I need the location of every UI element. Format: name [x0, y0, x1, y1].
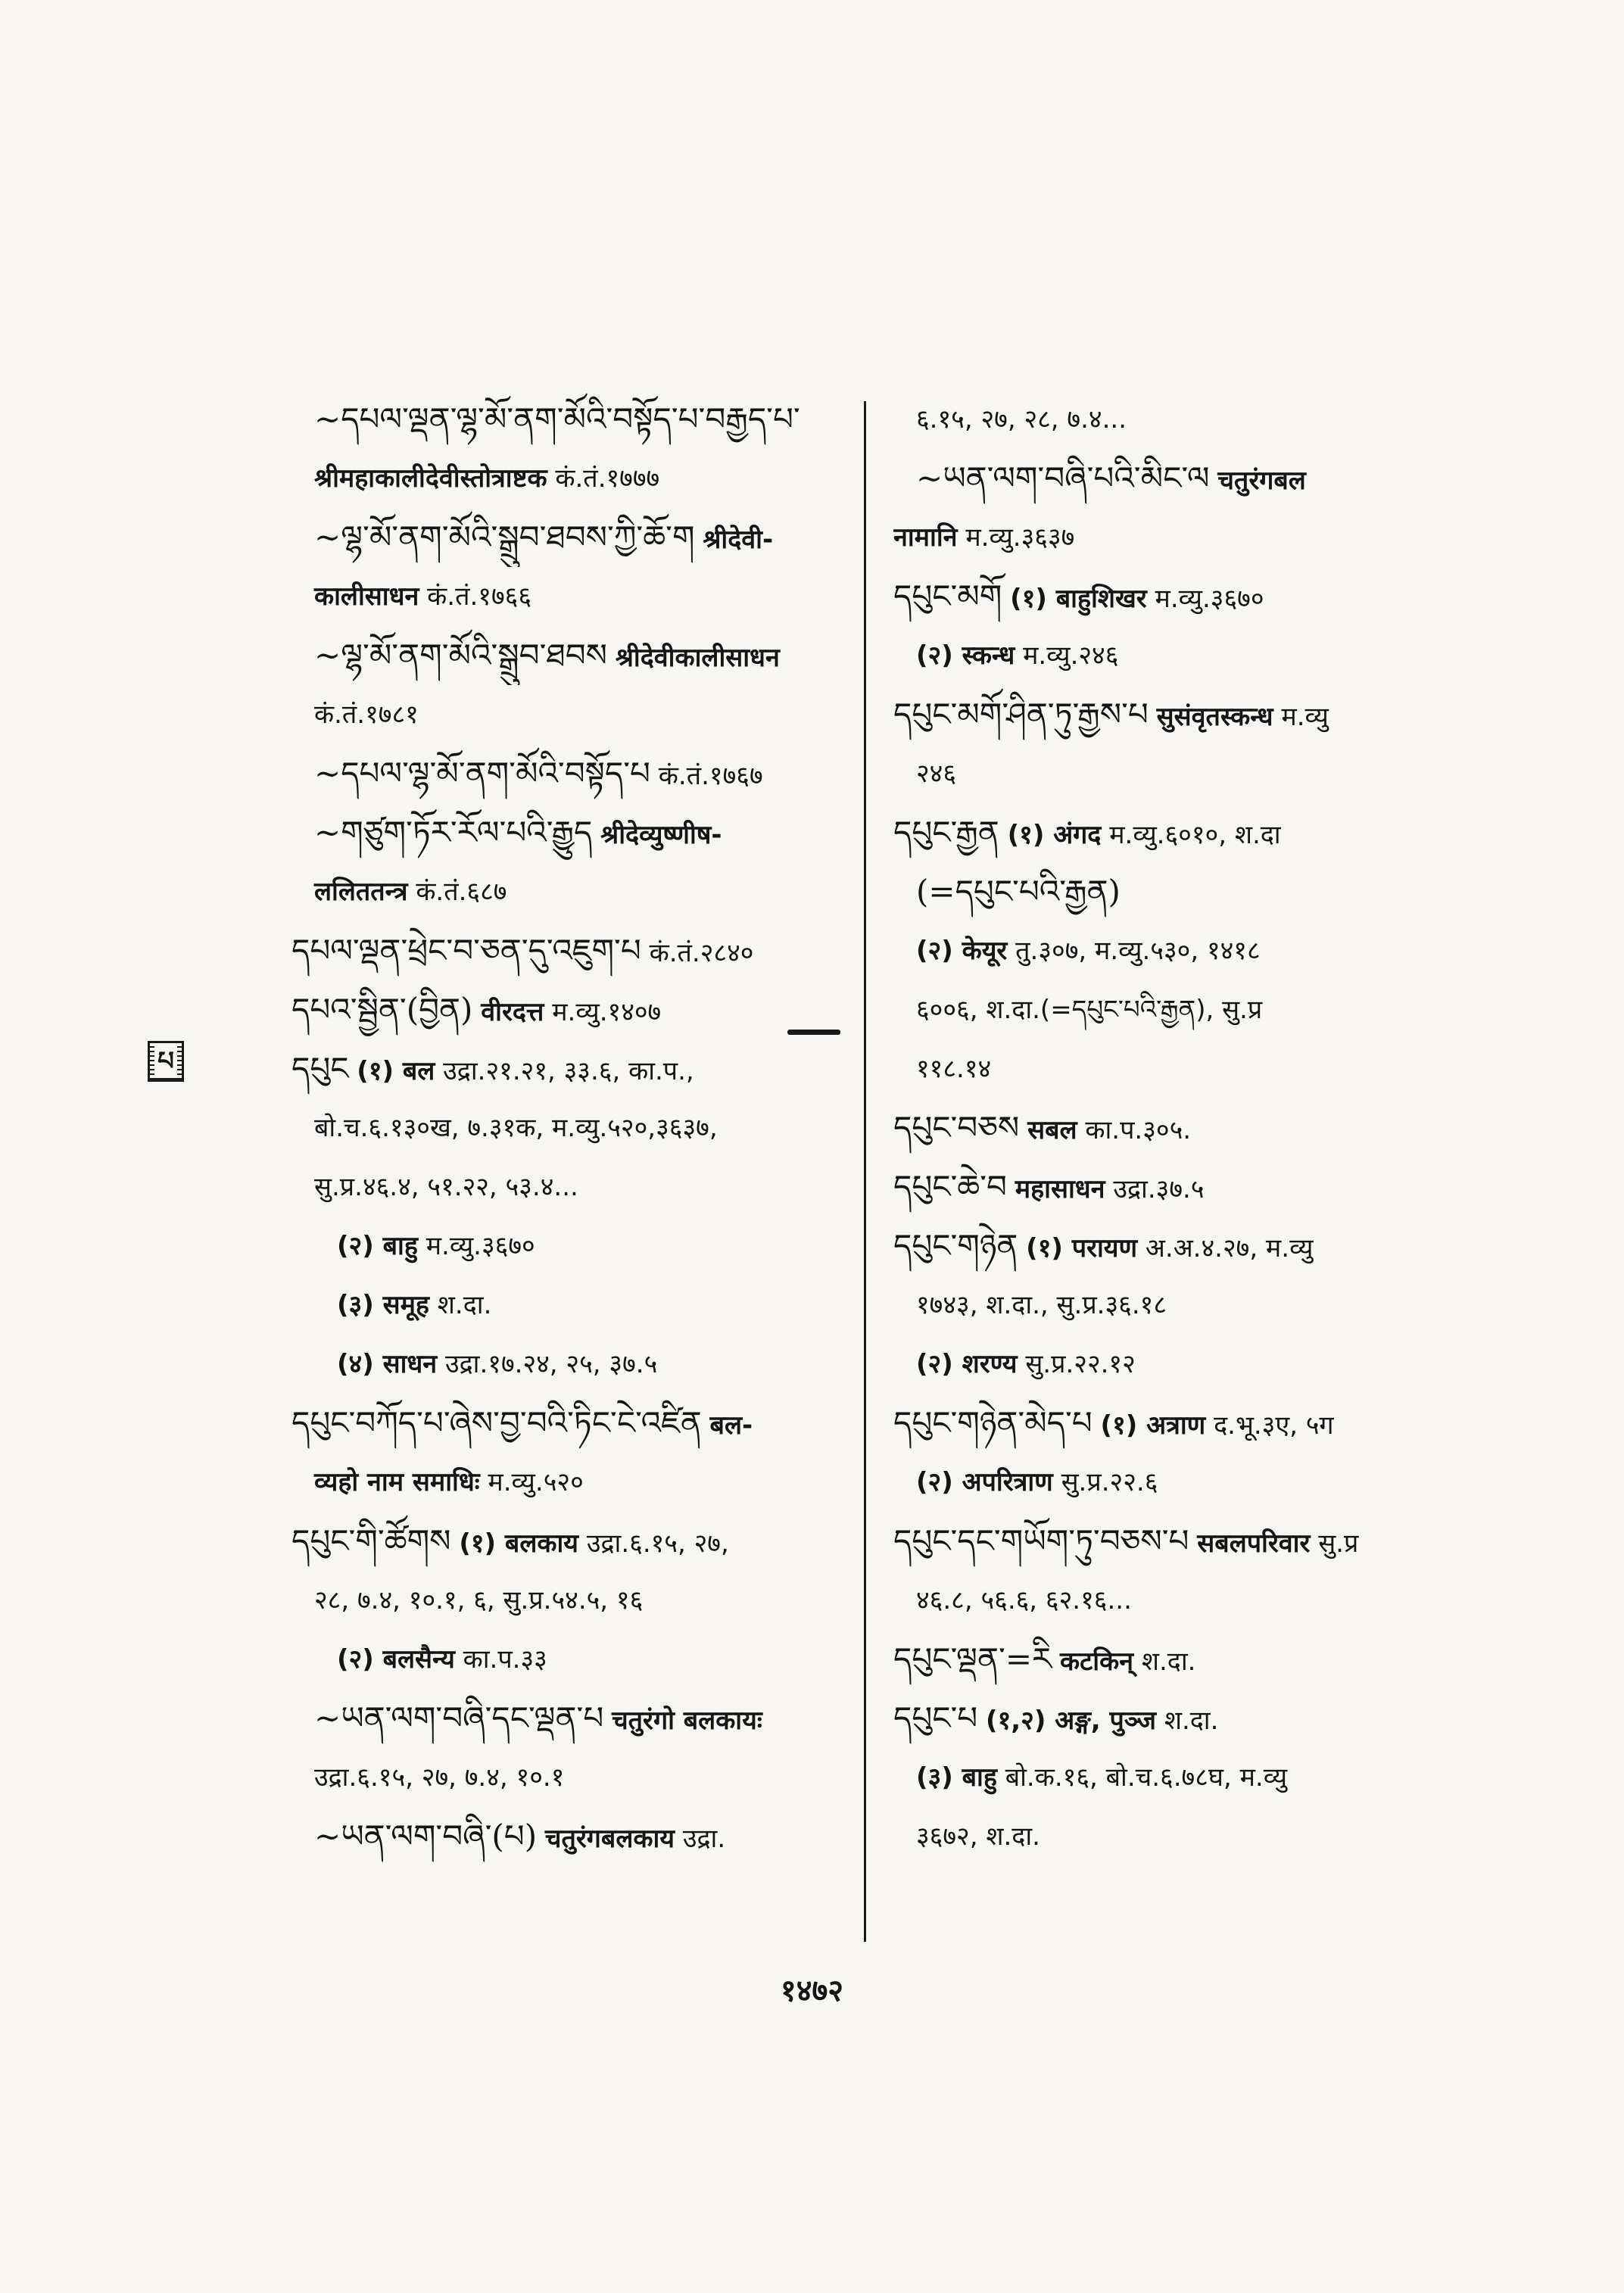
- sanskrit-equivalent: चतुरंगबलकाय: [544, 1824, 675, 1854]
- sanskrit-equivalent: (४) साधन: [337, 1349, 438, 1379]
- source-reference: ३६७२, श.दा.: [916, 1821, 1040, 1852]
- source-reference: उद्रा.१७.२४, २५, ३७.५: [444, 1349, 658, 1379]
- thumb-index-tab: [148, 1041, 184, 1082]
- tibetan-headword: དཔུང་བཅས: [893, 1109, 1020, 1146]
- sanskrit-equivalent: (३) समूह: [337, 1290, 429, 1320]
- source-reference: का.प.३३: [463, 1644, 547, 1675]
- source-reference: ११८.१४: [916, 1054, 992, 1084]
- entry-line: [893, 449, 1484, 508]
- source-reference: १७४३, श.दा., सु.प्र.३६.१८: [916, 1290, 1167, 1320]
- entry-line: [291, 1630, 848, 1689]
- sanskrit-equivalent: (१,२) अङ्ग, पुञ्ज: [986, 1706, 1157, 1736]
- entry-line: [291, 1335, 848, 1394]
- tibetan-headword: ~གཙུག་ཏོར་རོལ་པའི་རྒྱུད: [314, 814, 593, 851]
- source-reference: ६००६, श.दा.(=དཔུང་པའི་རྒྱན), सु.प्र: [916, 995, 1263, 1025]
- source-reference: म.व्यु.६०१०, श.दा: [1109, 820, 1281, 850]
- entry-line: [291, 1157, 848, 1217]
- tibetan-headword: དཔུང་གི་ཚོགས: [291, 1522, 451, 1559]
- tibetan-headword: དཔུང་པ: [893, 1699, 978, 1737]
- entry-line: [893, 1217, 1484, 1276]
- source-reference: २४६: [916, 759, 957, 789]
- entry-line: [893, 1748, 1484, 1807]
- tibetan-headword: ~ཡན་ལག་བཞི་(པ): [314, 1818, 538, 1855]
- source-reference: सु.प्र.४६.४, ५१.२२, ५३.४...: [314, 1172, 578, 1202]
- tibetan-headword: དཔུང་རྒྱན: [893, 814, 999, 851]
- source-reference: उद्रा.३७.५: [1113, 1174, 1205, 1204]
- entry-line: [291, 1689, 848, 1748]
- sanskrit-equivalent: (२) अपरित्राण: [916, 1467, 1053, 1497]
- entry-line: [291, 1276, 848, 1335]
- entry-line: [893, 1276, 1484, 1335]
- source-reference: अ.अ.४.२७, म.व्यु: [1145, 1233, 1314, 1263]
- entry-line: [291, 508, 848, 567]
- entry-line: [893, 1335, 1484, 1394]
- entry-line: [893, 1394, 1484, 1453]
- entry-line: [291, 1217, 848, 1276]
- sanskrit-equivalent: (२) केयूर: [916, 936, 1008, 966]
- entry-line: [893, 862, 1484, 921]
- tibetan-headword: དཔའ་སྦྱིན་(བྱིན): [291, 991, 473, 1028]
- source-reference: म.व्यु.३६७०: [1155, 584, 1264, 614]
- sanskrit-equivalent: श्रीदेवीकालीसाधन: [615, 643, 780, 673]
- entry-line: [291, 567, 848, 626]
- source-reference: का.प.३०५.: [1085, 1115, 1192, 1145]
- sanskrit-equivalent: (१) परायण: [1026, 1233, 1138, 1263]
- sanskrit-equivalent: कटकिन्: [1060, 1647, 1134, 1677]
- entry-line: [893, 980, 1484, 1039]
- sanskrit-equivalent: चतुरंगो बलकायः: [612, 1706, 762, 1736]
- right-column: [893, 390, 1484, 1866]
- source-reference: श.दा.: [1141, 1647, 1196, 1677]
- entry-line: [893, 1453, 1484, 1512]
- entry-line: [893, 685, 1484, 744]
- source-reference: म.व्यु.२४६: [1023, 640, 1119, 671]
- entry-line: [291, 1453, 848, 1512]
- tibetan-headword: དཔུང་མགོ: [893, 578, 1002, 615]
- source-reference: सु.प्र.२२.१२: [1025, 1349, 1136, 1379]
- entry-line: [893, 1571, 1484, 1630]
- source-reference: श.दा.: [1164, 1706, 1219, 1736]
- entry-line: [291, 1039, 848, 1098]
- sanskrit-equivalent: (३) बाहु: [916, 1762, 997, 1793]
- sanskrit-equivalent: बल-: [709, 1410, 753, 1441]
- sanskrit-equivalent: चतुरंगबल: [1217, 466, 1306, 496]
- source-reference: ६.१५, २७, २८, ७.४...: [916, 404, 1127, 435]
- tibetan-headword: དཔུང་དང་གཡོག་ཏུ་བཅས་པ: [893, 1522, 1189, 1559]
- tibetan-headword: དཔུང་བཀོད་པ་ཞེས་བྱ་བའི་ཏིང་ངེ་འཛིན: [291, 1404, 702, 1441]
- source-reference: म.व्यु: [1281, 702, 1329, 732]
- sanskrit-equivalent: (१) बलकाय: [459, 1528, 579, 1559]
- entry-line: [893, 1098, 1484, 1157]
- tibetan-headword: ~ཡན་ལག་བཞི་དང་ལྡན་པ: [314, 1699, 604, 1737]
- entry-line: [893, 1157, 1484, 1217]
- sanskrit-equivalent: (२) स्कन्ध: [916, 640, 1015, 671]
- tibetan-headword: ~དཔལ་ལྡན་ལྷ་མོ་ནག་མོའི་བསྟོད་པ་བརྒྱད་པ་: [314, 400, 800, 438]
- source-reference: उद्रा.: [682, 1824, 726, 1854]
- entry-line: [893, 390, 1484, 449]
- tibetan-headword: དཔུང་གཉེན་མེད་པ: [893, 1404, 1093, 1441]
- entry-line: [893, 1689, 1484, 1748]
- sanskrit-equivalent: (१) बाहुशिखर: [1010, 584, 1147, 614]
- tibetan-headword: ~ལྷ་མོ་ནག་མོའི་སྒྲུབ་ཐབས་ཀྱི་ཆོ་ག: [314, 519, 695, 556]
- sanskrit-equivalent: श्रीदेवी-: [703, 525, 774, 555]
- thumb-index-letter: པ: [154, 1046, 177, 1076]
- entry-line: [291, 980, 848, 1039]
- source-reference: कं.तं.१७८१: [314, 699, 419, 730]
- source-reference: तु.३०७, म.व्यु.५३०, १४१८: [1015, 936, 1261, 966]
- tibetan-headword: ~ཡན་ལག་བཞི་པའི་མིང་ལ: [916, 460, 1210, 497]
- entry-line: [291, 449, 848, 508]
- source-reference: उद्रा.२१.२१, ३३.६, का.प.,: [443, 1056, 694, 1086]
- source-reference: द.भू.३ए, ५ग: [1214, 1410, 1334, 1441]
- entry-line: [291, 1807, 848, 1866]
- sanskrit-equivalent: (२) बाहु: [337, 1231, 418, 1261]
- source-reference: कं.तं.१७७७: [555, 463, 660, 494]
- tibetan-headword: ~དཔལ་ལྷ་མོ་ནག་མོའི་བསྟོད་པ: [314, 755, 650, 792]
- sanskrit-equivalent: श्रीदेव्युष्णीष-: [600, 820, 722, 850]
- sanskrit-equivalent: (२) शरण्य: [916, 1349, 1018, 1379]
- sanskrit-equivalent: महासाधन: [1015, 1174, 1105, 1204]
- tibetan-headword: (=དཔུང་པའི་རྒྱན): [916, 873, 1121, 910]
- column-divider: [864, 401, 866, 1942]
- entry-line: [893, 1039, 1484, 1098]
- entry-line: [893, 744, 1484, 803]
- left-column: [291, 390, 848, 1866]
- sanskrit-equivalent: वीरदत्त: [481, 997, 544, 1027]
- source-reference: कं.तं.२८४०: [649, 938, 754, 968]
- source-reference: कं.तं.१७६६: [427, 581, 531, 612]
- source-reference: सु.प्र.२२.६: [1061, 1467, 1158, 1497]
- sanskrit-equivalent: (२) बलसैन्य: [337, 1644, 455, 1675]
- entry-line: [893, 626, 1484, 685]
- tibetan-headword: དཔུང་ཆེ་བ: [893, 1168, 1007, 1205]
- entry-line: [291, 685, 848, 744]
- entry-line: [291, 744, 848, 803]
- source-reference: बो.च.६.१३०ख, ७.३१क, म.व्यु.५२०,३६३७,: [314, 1113, 718, 1143]
- entry-line: [291, 626, 848, 685]
- sanskrit-equivalent: सुसंवृतस्कन्ध: [1156, 702, 1273, 732]
- margin-dash-mark: [787, 1030, 840, 1035]
- entry-line: [291, 390, 848, 449]
- sanskrit-equivalent: कालीसाधन: [314, 581, 419, 612]
- source-reference: ४६.८, ५६.६, ६२.१६...: [916, 1585, 1132, 1615]
- source-reference: २८, ७.४, १०.१, ६, सु.प्र.५४.५, १६: [314, 1585, 644, 1615]
- source-reference: कं.तं.६८७: [416, 877, 507, 907]
- source-reference: कं.तं.१७६७: [658, 761, 763, 791]
- source-reference: म.व्यु.३६३७: [965, 522, 1075, 553]
- entry-line: [893, 567, 1484, 626]
- entry-line: [291, 1748, 848, 1807]
- entry-line: [291, 1571, 848, 1630]
- entry-line: [291, 921, 848, 980]
- page-number: १४७२: [780, 1974, 844, 2008]
- entry-line: [291, 803, 848, 862]
- entry-line: [893, 921, 1484, 980]
- source-reference: सु.प्र: [1318, 1528, 1359, 1559]
- entry-line: [893, 803, 1484, 862]
- entry-line: [893, 508, 1484, 567]
- tibetan-headword: དཔལ་ལྡན་ཕྲེང་བ་ཅན་དུ་འཇུག་པ: [291, 932, 641, 969]
- tibetan-headword: དཔུང་ལྡན་=རི: [893, 1640, 1052, 1678]
- source-reference: श.दा.: [437, 1290, 492, 1320]
- tibetan-headword: དཔུང: [291, 1050, 349, 1087]
- source-reference: म.व्यु.१४०७: [552, 997, 662, 1027]
- source-reference: म.व्यु.३६७०: [425, 1231, 535, 1261]
- sanskrit-equivalent: नामानि: [893, 522, 958, 553]
- tibetan-headword: ~ལྷ་མོ་ནག་མོའི་སྒྲུབ་ཐབས: [314, 637, 608, 674]
- sanskrit-equivalent: (१) अत्राण: [1100, 1410, 1206, 1441]
- entry-line: [291, 862, 848, 921]
- source-reference: उद्रा.६.१५, २७,: [586, 1528, 729, 1559]
- source-reference: उद्रा.६.१५, २७, ७.४, १०.१: [314, 1762, 565, 1793]
- entry-line: [291, 1512, 848, 1571]
- entry-line: [291, 1394, 848, 1453]
- sanskrit-equivalent: (१) अंगद: [1007, 820, 1102, 850]
- sanskrit-equivalent: सबल: [1027, 1115, 1077, 1145]
- sanskrit-equivalent: ललिततन्त्र: [314, 877, 408, 907]
- entry-line: [893, 1630, 1484, 1689]
- sanskrit-equivalent: व्यहो नाम समाधिः: [314, 1467, 480, 1497]
- tibetan-headword: དཔུང་མགོ་ཤིན་ཏུ་རྒྱས་པ: [893, 696, 1149, 733]
- entry-line: [893, 1512, 1484, 1571]
- sanskrit-equivalent: श्रीमहाकालीदेवीस्तोत्राष्टक: [314, 463, 547, 494]
- entry-line: [893, 1807, 1484, 1866]
- sanskrit-equivalent: (१) बल: [357, 1056, 435, 1086]
- source-reference: म.व्यु.५२०: [488, 1467, 584, 1497]
- sanskrit-equivalent: सबलपरिवार: [1197, 1528, 1311, 1559]
- source-reference: बो.क.१६, बो.च.६.७८घ, म.व्यु: [1005, 1762, 1288, 1793]
- entry-line: [291, 1098, 848, 1157]
- tibetan-headword: དཔུང་གཉེན: [893, 1227, 1018, 1264]
